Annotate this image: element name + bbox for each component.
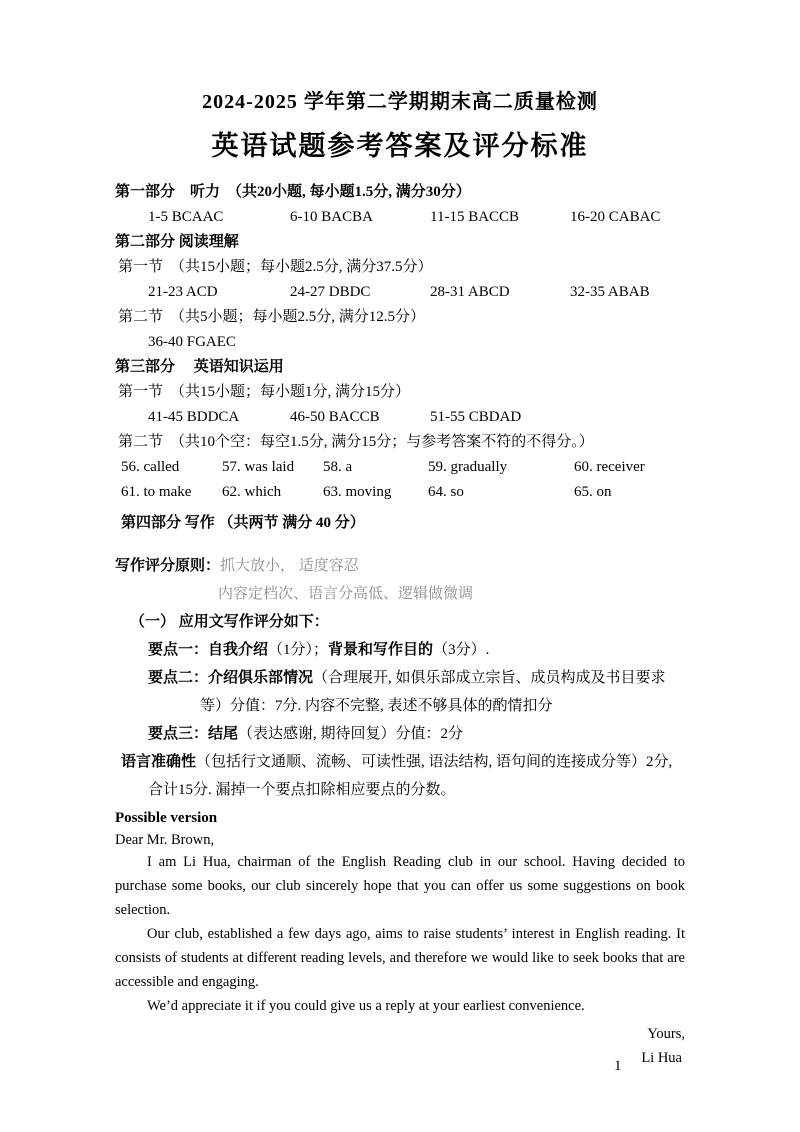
part2-heading: 第二部分 阅读理解	[115, 234, 239, 250]
point2-label: 要点二：	[148, 670, 209, 686]
language-accuracy-note	[121, 748, 685, 804]
section-label: 第一节	[118, 384, 164, 400]
fill-answer: 57. was laid	[222, 459, 295, 475]
answer-group: 51-55 CBDAD	[430, 409, 522, 425]
applied-writing-heading: （一） 应用文写作评分如下：	[130, 614, 329, 630]
accuracy-label: 语言准确性	[121, 754, 197, 770]
possible-version-heading: Possible version	[115, 810, 218, 826]
writing-principle	[115, 552, 685, 580]
answer-group: 16-20 CABAC	[570, 209, 661, 225]
part2-section2	[118, 305, 685, 330]
fill-answer: 62. which	[222, 484, 282, 500]
fill-answers-row-1	[121, 455, 685, 480]
page-number: 1	[614, 1058, 622, 1074]
answer-group: 28-31 ABCD	[430, 284, 510, 300]
writing-principle-label: 写作评分原则：	[115, 558, 221, 574]
point3-topic: 结尾	[208, 726, 239, 742]
document-subtitle: 英语试题参考答案及评分标准	[211, 131, 589, 161]
point1-topic-1: 自我介绍	[208, 642, 269, 658]
point1-score-2: （3分）.	[433, 642, 490, 658]
scoring-point-2	[148, 664, 685, 720]
part4-heading: 第四部分 写作 （共两节 满分 40 分）	[121, 515, 365, 531]
fill-answer: 63. moving	[323, 484, 392, 500]
section-note: （共15小题；每小题2.5分, 满分37.5分）	[170, 259, 433, 275]
fill-answer: 59. gradually	[428, 459, 508, 475]
answer-group: 41-45 BDDCA	[148, 409, 240, 425]
letter-closing: Yours,	[647, 1026, 685, 1042]
part1-answers-row	[148, 205, 685, 230]
writing-principle-text: 抓大放小， 适度容忍	[220, 558, 359, 574]
answer-group: 36-40 FGAEC	[148, 334, 236, 350]
answer-group: 24-27 DBDC	[290, 284, 371, 300]
letter-salutation: Dear Mr. Brown,	[115, 832, 215, 848]
point1-score-1: （1分）；	[268, 642, 329, 658]
point2-topic: 介绍俱乐部情况	[208, 670, 314, 686]
point2-detail: （合理展开, 如俱乐部成立宗旨、成员构成及书目要求等）分值：7分. 内容不完整, 表述不够具体的酌情扣分	[200, 670, 666, 714]
fill-answer: 60. receiver	[574, 459, 645, 475]
answer-group: 32-35 ABAB	[570, 284, 650, 300]
fill-answer: 56. called	[121, 459, 180, 475]
scoring-point-3	[148, 720, 685, 748]
section-note: （共15小题；每小题1分, 满分15分）	[170, 384, 411, 400]
fill-answer: 61. to make	[121, 484, 192, 500]
part1-heading-label: 第一部分 听力	[115, 184, 221, 200]
part1-heading	[115, 180, 685, 205]
point3-detail: （表达感谢, 期待回复）分值：2分	[238, 726, 464, 742]
fill-answer: 64. so	[428, 484, 464, 500]
answer-group: 21-23 ACD	[148, 284, 218, 300]
letter-paragraph-1: I am Li Hua, chairman of the English Reading club in our school. Having decided to purchase some books, our club sincerely hope that you can offer us some suggestions on book selection.	[115, 854, 685, 918]
section-label: 第一节	[118, 259, 164, 275]
fill-answers-row-2	[121, 480, 685, 505]
section-label: 第二节	[118, 434, 164, 450]
part2-section1	[118, 255, 685, 280]
part3-section2	[118, 430, 685, 455]
answer-group: 46-50 BACCB	[290, 409, 380, 425]
part3-heading: 第三部分 英语知识运用	[115, 359, 284, 375]
part1-heading-note: （共20小题, 每小题1.5分, 满分30分）	[227, 184, 471, 200]
fill-answer: 58. a	[323, 459, 353, 475]
accuracy-detail: （包括行文通顺、流畅、可读性强, 语法结构, 语句间的连接成分等）2分, 合计15分. 漏掉一个要点扣除相应要点的分数。	[148, 754, 673, 798]
part3-section1	[118, 380, 685, 405]
section-label: 第二节	[118, 309, 164, 325]
section-note: （共5小题；每小题2.5分, 满分12.5分）	[170, 309, 426, 325]
fill-answer: 65. on	[574, 484, 612, 500]
point3-label: 要点三：	[148, 726, 209, 742]
point1-label: 要点一：	[148, 642, 209, 658]
answer-group: 11-15 BACCB	[430, 209, 520, 225]
letter-paragraph-2: Our club, established a few days ago, aims to raise students’ interest in English reading. It consists of students at different reading levels, and therefore we would like to seek books that are accessible and engaging.	[115, 926, 685, 990]
scoring-point-1	[148, 636, 685, 664]
document-title: 2024-2025 学年第二学期期末高二质量检测	[202, 91, 598, 113]
answer-group: 1-5 BCAAC	[148, 209, 224, 225]
part3-section1-answers-row	[148, 405, 685, 430]
part2-section1-answers-row	[148, 280, 685, 305]
answer-group: 6-10 BACBA	[290, 209, 373, 225]
part2-section2-answers-row	[148, 330, 685, 355]
writing-principle-line2: 内容定档次、语言分高低、逻辑做微调	[218, 586, 474, 602]
letter-signature: Li Hua	[641, 1050, 682, 1066]
section-note: （共10个空：每空1.5分, 满分15分；与参考答案不符的不得分。）	[170, 434, 594, 450]
letter-paragraph-3: We’d appreciate it if you could give us a reply at your earliest convenience.	[147, 998, 585, 1014]
point1-topic-2: 背景和写作目的	[328, 642, 434, 658]
